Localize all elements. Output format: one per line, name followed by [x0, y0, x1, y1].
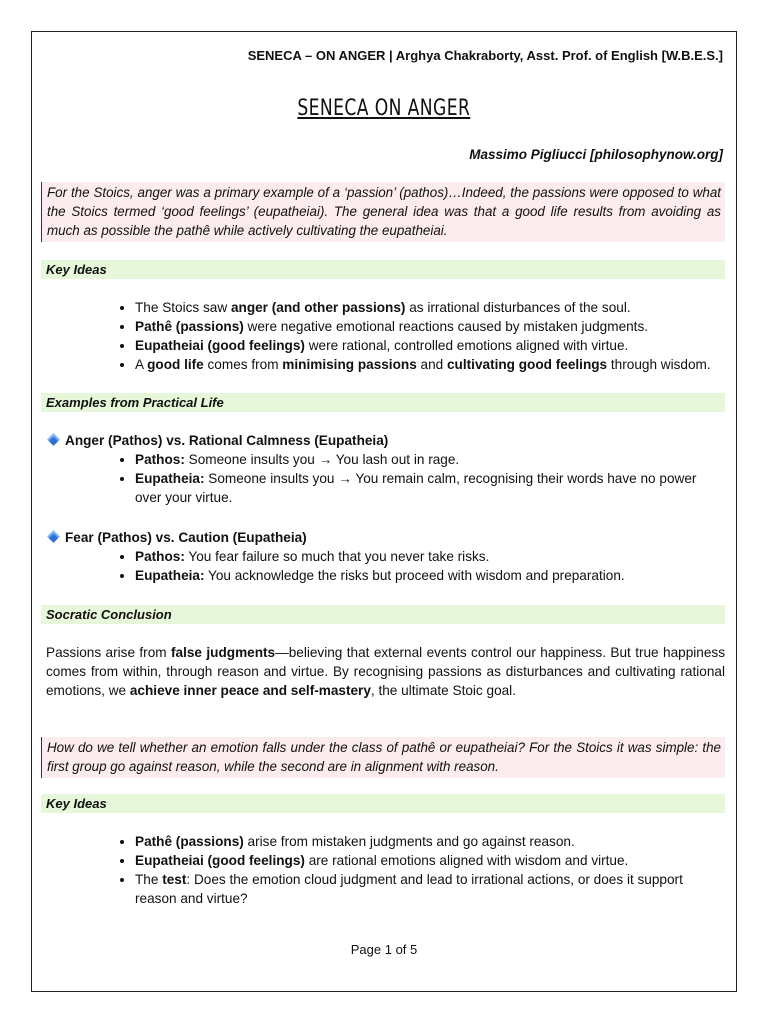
list-item: • Eupatheia: Someone insults you → You remain calm, recognising their words have no power over your virtue. — [135, 469, 725, 507]
section-heading-key-ideas-2: Key Ideas — [41, 794, 725, 813]
list-item: • Eupatheiai (good feelings) are rational emotions aligned with wisdom and virtue. — [135, 851, 725, 870]
list-item: • Pathos: You fear failure so much that you never take risks. — [135, 547, 725, 566]
list-item: • The Stoics saw anger (and other passions) as irrational disturbances of the soul. — [135, 298, 725, 317]
author-credit: Massimo Pigliucci [philosophynow.org] — [469, 147, 723, 162]
quote-block-1: For the Stoics, anger was a primary example of a ‘passion’ (pathos)…Indeed, the passions were opposed to what the Stoics termed ‘good feelings’ (eupatheiai). The general idea was that a good life results from avoiding as much as possible the pathê while actively cultivating the eupatheiai. — [41, 182, 725, 242]
running-header: SENECA – ON ANGER | Arghya Chakraborty, Asst. Prof. of English [W.B.E.S.] — [247, 48, 723, 63]
section-heading-examples: Examples from Practical Life — [41, 393, 725, 412]
document-page — [31, 31, 737, 992]
conclusion-paragraph: Passions arise from false judgments—believing that external events control our happiness. But true happiness comes from within, through reason and virtue. By recognising passions as disturbances and cultivating rational emotions, we achieve inner peace and self-mastery, the ultimate Stoic goal. — [46, 645, 725, 698]
key-ideas-list-2 — [110, 832, 725, 908]
page-number: Page 1 of 5 — [350, 942, 418, 957]
example-list-fear — [110, 547, 725, 585]
section-heading-key-ideas-1: Key Ideas — [41, 260, 725, 279]
title-text: SENECA ON ANGER — [297, 96, 471, 121]
diamond-bullet-icon — [47, 433, 60, 446]
list-item: • The test: Does the emotion cloud judgment and lead to irrational actions, or does it support reason and virtue? — [135, 870, 725, 908]
list-item: • Pathê (passions) arise from mistaken judgments and go against reason. — [135, 832, 725, 851]
list-item: • A good life comes from minimising passions and cultivating good feelings through wisdom. — [135, 355, 725, 374]
quote-block-2: How do we tell whether an emotion falls under the class of pathê or eupatheiai? For the Stoics it was simple: the first group go against reason, while the second are in alignment with reason. — [41, 737, 725, 778]
document-title — [32, 96, 736, 121]
example-title-anger: Anger (Pathos) vs. Rational Calmness (Eupatheia) — [46, 431, 388, 450]
section-heading-conclusion: Socratic Conclusion — [41, 605, 725, 624]
example-title-fear: Fear (Pathos) vs. Caution (Eupatheia) — [46, 528, 307, 547]
diamond-bullet-icon — [47, 530, 60, 543]
list-item: • Pathê (passions) were negative emotional reactions caused by mistaken judgments. — [135, 317, 725, 336]
list-item: • Pathos: Someone insults you → You lash out in rage. — [135, 450, 725, 469]
list-item: • Eupatheiai (good feelings) were rational, controlled emotions aligned with virtue. — [135, 336, 725, 355]
key-ideas-list-1 — [110, 298, 725, 374]
example-list-anger — [110, 450, 725, 507]
list-item: • Eupatheia: You acknowledge the risks but proceed with wisdom and preparation. — [135, 566, 725, 585]
